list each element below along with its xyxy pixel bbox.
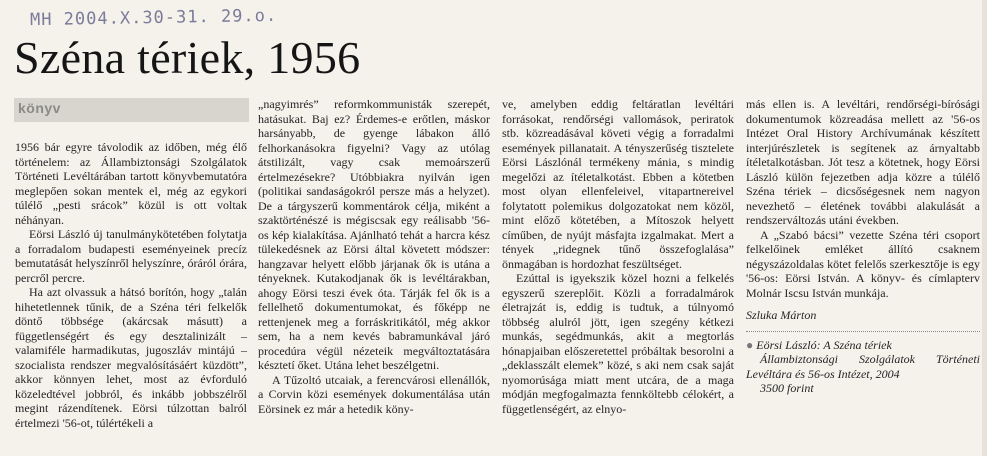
book-info-box — [746, 331, 980, 396]
body-paragraph: ve, amelyben eddig feltáratlan levéltári forrásokat, rendőrségi vallomások, periratok stb. közreadásával követi végig a forradalmi események pillanatait. A tényszerűség tisztelete Eörsi Lászlónál termékeny mánia, s mindig megelőzi az ítéletalkotást. Ebben a kötetben most olyan ellenfeleivel, vitapartnereivel folytatott polemikus dolgozatokat nem közöl, mint előző kötetében, a Mítoszok helyett címűben, de nyújt másfajta izgalmakat. Mert a tények „ridegnek tűnő összefoglalása” önmagában is hordozhat feszültséget. — [502, 97, 734, 271]
lead-paragraph: 1956 bár egyre távolodik az időben, még élő történelem: az Állambiztonsági Szolgálatok Történeti Levéltárában tartott könyvbemutatóra meglepően sokan mentek el, még az egykori túlélő „pesti srácok” közül is ott voltak néhányan. — [15, 140, 247, 227]
body-paragraph: más ellen is. A levéltári, rendőrségi-bírósági dokumentumok közreadása mellett az '56-os Intézet Oral History Archívumának készített interjúrészletek is segítenek az árnyaltabb ítéletalkotásban. Jót tesz a kötetnek, hogy Eörsi László külön fejezetben adja közre a túlélő Széna tériek – dicsőségesnek nem nagyon nevezhető – életének további alakulását a rendszerváltozás utáni években. — [746, 97, 980, 227]
body-paragraph: Ha azt olvassuk a hátsó borítón, hogy „talán hihetetlennek tűnik, de a Széna téri felkelők döntő többsége (akárcsak másutt) a függetlenségért és egy desztalinizált – valamiféle harmadikutas, jugoszláv mintájú – szocialista rendszer megvalósításáért küzdött”, akkor könnyen lehet, most az évforduló közeledtével jobbról, és inkább jobbszélről megint rázendítenek. Eörsi túlzottan balról értelmezi '56-ot, túlértékeli a — [15, 285, 247, 430]
article-column-4 — [746, 97, 980, 396]
body-paragraph: A „Szabó bácsi” vezette Széna téri csoport felkelőinek emléket állító csaknem négyszázoldalas kötet felelős szerkesztője is egy '56-os: Eörsi István. A könyv- és címlapterv Molnár Iscsu István munkája. — [746, 227, 980, 300]
scan-edge — [982, 0, 987, 456]
book-title-line — [746, 338, 980, 353]
body-paragraph: „nagyimrés” reformkommunisták szerepét, hatásukat. Baj ez? Érdemes-e erőtlen, máskor harsányabb, de gyenge lábakon álló felhorkanásokra figyelni? Vagy az utólag átstilizált, vagy csak memoárszerű értelmezésekre? Utóbbiakra nyilván igen (politikai sandaságokról persze más a helyzet). De a tárgyszerű kommentárok célja, miként a szaktörténészé is mégiscsak egy reálisabb '56-os kép kialakítása. Ajánlható tehát a harcra kész tülekedésnek az Eörsi által követett módszer: hangzavar helyett előbb járjanak ők is utána a tényeknek. Kutakodjanak ők is levéltárakban, ahogy Eörsi teszi évek óta. Tárják fel ők is a fellelhető dokumentumokat, és főképp ne rettenjenek meg a forráskritikától, még akkor sem, ha a nem kevés babramunkával járó procedúra végül nézeteik megváltoztatására késztetí őket. Utána lehet beszélgetni. — [258, 97, 490, 372]
author-signature: Szluka Márton — [746, 308, 817, 322]
article-column-2 — [258, 97, 490, 416]
page-title: Széna tériek, 1956 — [14, 32, 361, 83]
book-price: 3500 forint — [760, 381, 814, 395]
article-column-3 — [502, 97, 734, 416]
article-column-1 — [15, 140, 247, 430]
body-paragraph: A Tűzoltó utcaiak, a ferencvárosi ellenállók, a Corvin közi események dokumentálása után Eörsinek ez már a hetedik köny- — [258, 372, 490, 416]
bullet-icon: ● — [746, 337, 754, 352]
handwritten-annotation: MH 2004.X.30-31. 29.o. — [29, 5, 278, 31]
book-publisher: Állambiztonsági Szolgálatok Történeti Levéltára és 56-os Intézet, 2004 — [746, 352, 980, 381]
body-paragraph: Eörsi László új tanulmánykötetében folytatja a forradalom budapesti eseményeinek precíz bemutatását helyszínről helyszínre, óráról órára, percről percre. — [15, 227, 247, 285]
topic-label: könyv — [18, 100, 61, 116]
book-title: Eörsi László: A Széna tériek — [756, 337, 892, 352]
body-paragraph: Ezúttal is igyekszik közel hozni a felkelés egyszerű szereplőit. Közli a forradalmárok életrajzát is, eddig is tudtuk, a túlnyomó többség alulról jött, igen szegény kétkezi munkás, segédmunkás, akit a megtorlás hónapjaiban előszeretettel próbáltak besorolni a „deklasszált elemek” közé, s aki nem csak saját nyomorúsága miatt ment utcára, de a maga módján megfogalmazta fennköltebb célokért, a függetlenségért, az elnyo- — [502, 271, 734, 416]
